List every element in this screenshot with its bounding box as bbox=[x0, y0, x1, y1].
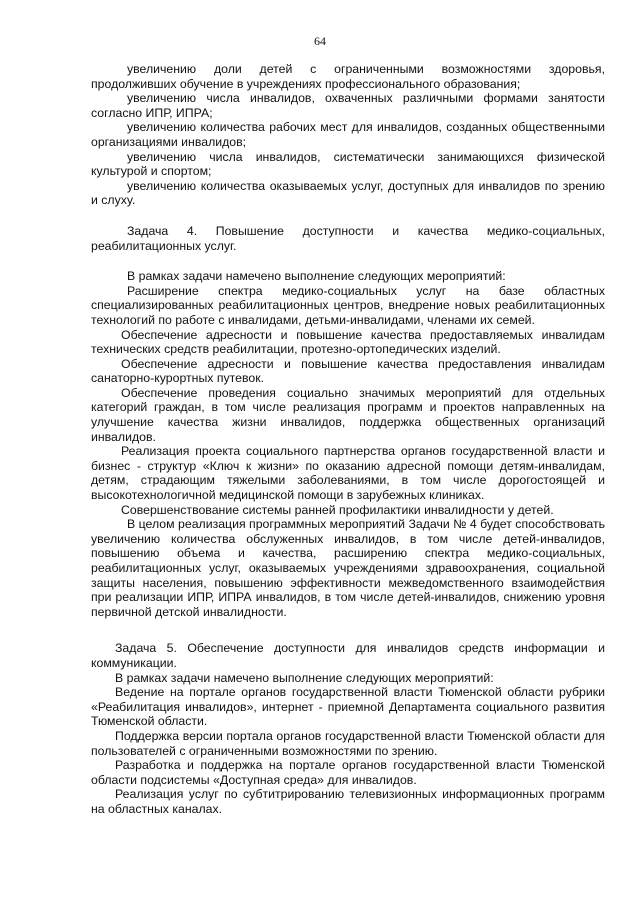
paragraph: Расширение спектра медико-социальных услуг на базе областных специализированных реабилитационных центров, внедрение новых реабилитационных технологий по работе с инвалидами, детьми-инвалидами, членами их семей. bbox=[91, 283, 605, 327]
paragraph: Совершенствование системы ранней профилактики инвалидности у детей. bbox=[121, 502, 554, 517]
paragraph: Разработка и поддержка на портале органов государственной власти Тюменской области подсистемы «Доступная среда» для инвалидов. bbox=[91, 758, 605, 787]
paragraph: увеличению числа инвалидов, охваченных различными формами занятости согласно ИПР, ИПРА; bbox=[91, 91, 605, 120]
paragraph: увеличению доли детей с ограниченными возможностями здоровья, продолживших обучение в учреждениях профессионального образования; bbox=[91, 62, 605, 91]
paragraph: Обеспечение проведения социально значимых мероприятий для отдельных категорий граждан, в том числе реализация программ и проектов направленных на улучшение качества жизни инвалидов, поддержка общественных организаций инвалидов. bbox=[91, 385, 605, 444]
paragraph: увеличению количества рабочих мест для инвалидов, созданных общественными организациями инвалидов; bbox=[91, 120, 605, 149]
document-body bbox=[91, 62, 605, 817]
paragraph: увеличению количества оказываемых услуг, доступных для инвалидов по зрению и слуху. bbox=[91, 178, 605, 208]
paragraph: В целом реализация программных мероприятий Задачи № 4 будет способствовать увеличению количества обслуженных инвалидов, в том числе детей-инвалидов, повышению объема и качества, расширению спектра медико-социальных, реабилитационных услуг, оказываемых учреждениями здравоохранения, социальной защиты населения, повышению эффективности межведомственного взаимодействия при реализации ИПР, ИПРА инвалидов, в том числе детей-инвалидов, снижению уровня первичной детской инвалидности. bbox=[91, 517, 605, 619]
paragraph: В рамках задачи намечено выполнение следующих мероприятий: bbox=[127, 269, 506, 284]
paragraph: увеличению числа инвалидов, систематически занимающихся физической культурой и спортом; bbox=[91, 149, 605, 179]
paragraph: Поддержка версии портала органов государственной власти Тюменской области для пользователей с ограниченными возможностями по зрению. bbox=[91, 728, 605, 758]
paragraph: Реализация проекта социального партнерства органов государственной власти и бизнес - структур «Ключ к жизни» по оказанию адресной помощи детям-инвалидам, детям, страдающим тяжелыми заболеваниями, в том числе дорогостоящей и высокотехнологичной медицинской помощи в зарубежных клиниках. bbox=[91, 444, 605, 503]
task-5-heading: Задача 5. Обеспечение доступности для инвалидов средств информации и коммуникации. bbox=[91, 641, 605, 670]
paragraph: Реализация услуг по субтитрированию телевизионных информационных программ на областных каналах. bbox=[91, 787, 605, 816]
paragraph: В рамках задачи намечено выполнение следующих мероприятий: bbox=[115, 670, 494, 685]
paragraph: Ведение на портале органов государственной власти Тюменской области рубрики «Реабилитация инвалидов», интернет - приемной Департамента социального развития Тюменской области. bbox=[91, 685, 605, 729]
page-number: 64 bbox=[314, 34, 326, 48]
paragraph: Обеспечение адресности и повышение качества предоставляемых инвалидам технических средств реабилитации, протезно-ортопедических изделий. bbox=[91, 327, 605, 357]
paragraph: Обеспечение адресности и повышение качества предоставления инвалидам санаторно-курортных путевок. bbox=[91, 356, 605, 386]
task-4-heading: Задача 4. Повышение доступности и качества медико-социальных, реабилитационных услуг. bbox=[91, 223, 605, 253]
